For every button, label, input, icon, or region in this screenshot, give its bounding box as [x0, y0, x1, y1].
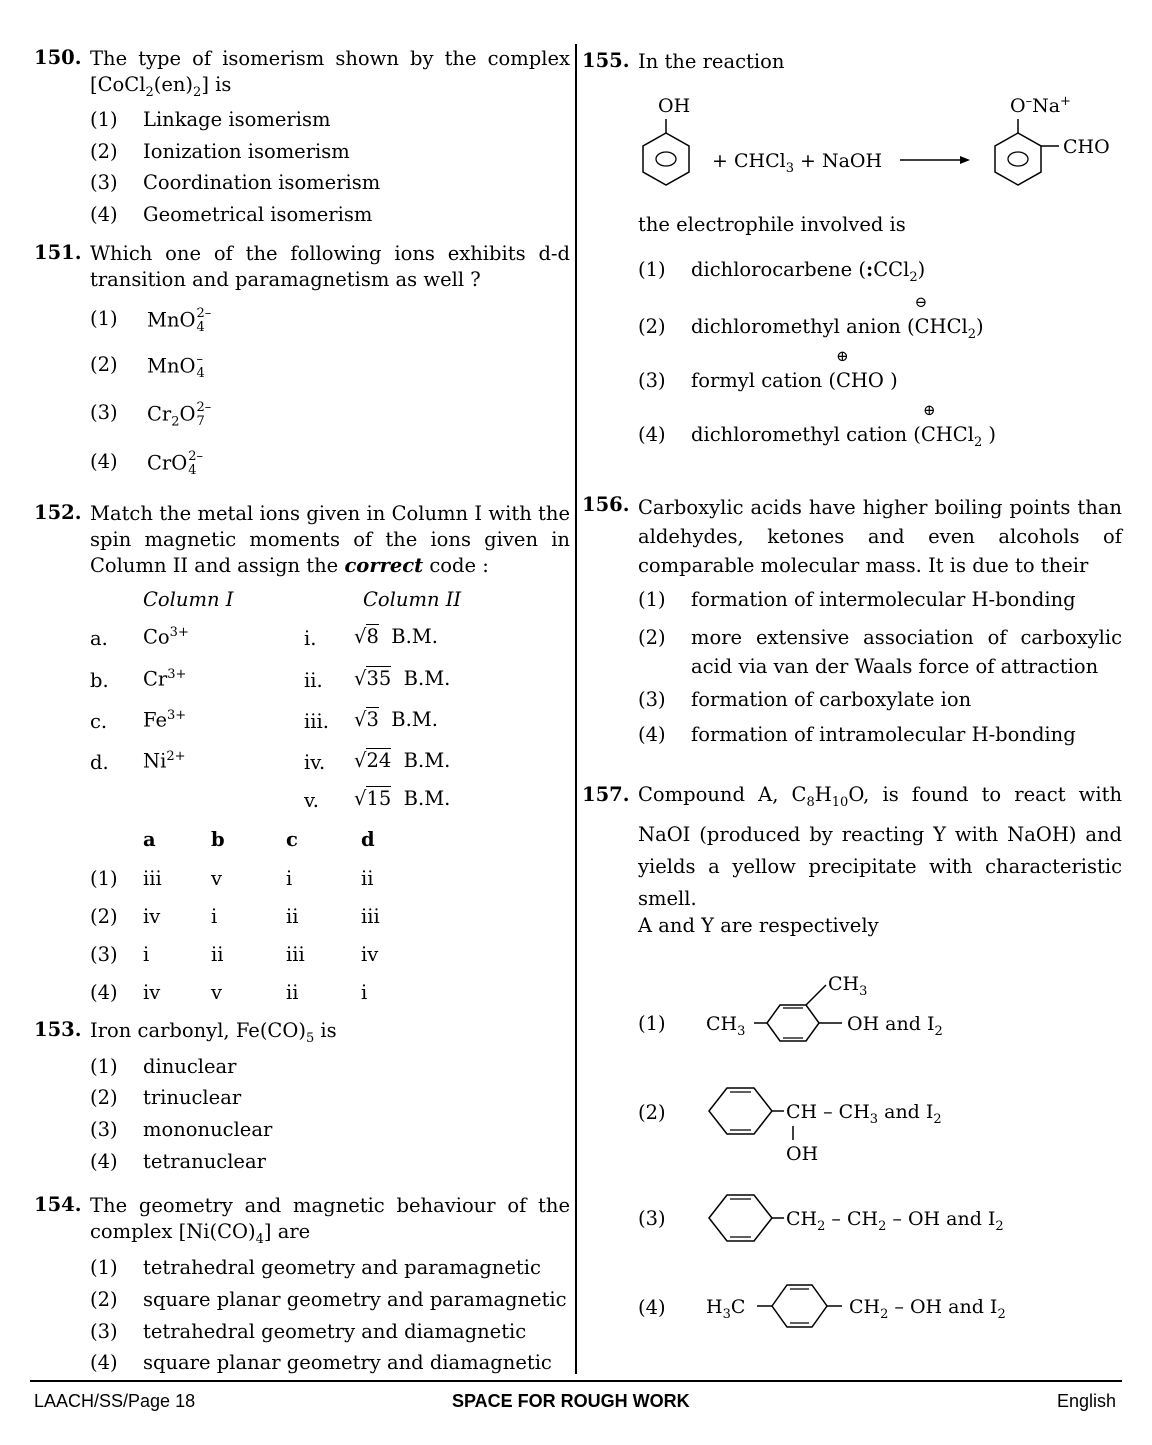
phenol-ring [643, 119, 689, 185]
column-i-header: Column I [143, 588, 234, 611]
question-text: In the reaction [638, 50, 785, 73]
ion-label: c. [90, 710, 108, 733]
moment-label: v. [304, 789, 319, 812]
svg-text:CH2 – CH2 – OH and I2: $CH_2 - CH_2$ – OH and $I_2$ [786, 1208, 1004, 1234]
code-header: b [211, 828, 225, 851]
question-number: 155. [582, 49, 630, 72]
moment: √35 B.M. [354, 667, 451, 690]
footer-divider [30, 1380, 1122, 1382]
column-ii-header: Column II [363, 588, 462, 611]
question-text: The geometry and magnetic behaviour of the complex $[Ni(CO)_4]$ are [90, 1194, 570, 1247]
question-number: 151. [34, 241, 82, 264]
page-code: LAACH/SS/Page 18 [34, 1391, 196, 1411]
question-number: 150. [34, 46, 82, 69]
question-text: Which one of the following ions exhibits d-d transition and paramagnetism as well ? [90, 242, 570, 291]
option-1-structure [692, 968, 1112, 1048]
question-text: Compound A, $C_8H_{10}O$, is found to react with NaOI (produced by reacting Y with NaOH) and yields a yellow precipitate with characteristic smell. [638, 783, 1123, 910]
moment-label: iii. [304, 710, 329, 733]
product-ring [995, 119, 1059, 185]
reaction-arrow [900, 156, 970, 164]
question-number: 157. [582, 783, 630, 806]
ion: $Ni^{2+}$ [143, 749, 186, 773]
question-text: Iron carbonyl, $Fe(CO)_5$ is [90, 1019, 337, 1046]
code-header: c [286, 828, 298, 851]
svg-text:CH – CH3 and I2: CH – $CH_3$ and $I_2$ [786, 1101, 942, 1127]
ion: $Co^{3+}$ [143, 625, 189, 649]
svg-text:CH2 – OH and I2: $CH_2$ – OH and $I_2$ [849, 1296, 1006, 1322]
svg-text:OH: OH [786, 1143, 819, 1165]
ion-label: d. [90, 751, 109, 774]
phenoxide-label: O–Na+ [1010, 94, 1071, 117]
question-number: 152. [34, 501, 82, 524]
ion-label: a. [90, 627, 108, 650]
hydroxyl-label: OH [658, 95, 691, 117]
reaction-scheme [582, 89, 1122, 199]
question-number: 153. [34, 1018, 82, 1041]
moment: √8 B.M. [354, 625, 438, 648]
question-text-2: the electrophile involved is [638, 213, 906, 236]
moment-label: iv. [304, 751, 326, 774]
option-2-structure [692, 1078, 1112, 1173]
aldehyde-label: CHO [1063, 136, 1110, 158]
column-divider [575, 44, 577, 1374]
ion: $Fe^{3+}$ [143, 708, 187, 732]
svg-text:H3C: $H_3C$ [706, 1296, 746, 1322]
question-text-2: A and Y are respectively [638, 914, 879, 937]
option-3-structure [692, 1185, 1112, 1255]
question-number: 154. [34, 1193, 82, 1216]
question-text: Carboxylic acids have higher boiling points than aldehydes, ketones and even alcohols of comparable molecular mass. It is due to their [638, 496, 1122, 577]
question-number: 156. [582, 493, 630, 516]
moment: √3 B.M. [354, 708, 438, 731]
rough-work-label: SPACE FOR ROUGH WORK [452, 1391, 690, 1411]
question-text: The type of isomerism shown by the complex $[CoCl_2(en)_2]$ is [90, 47, 570, 100]
language-label: English [1057, 1391, 1117, 1411]
svg-text:CH3: $CH_3$ [828, 973, 868, 999]
question-text: Match the metal ions given in Column I with the spin magnetic moments of the ions given in Column II and assign the correct code : [90, 502, 570, 577]
code-header: a [143, 828, 156, 851]
svg-text:OH and I2: OH and $I_2$ [847, 1013, 943, 1039]
option-4-structure [692, 1273, 1112, 1343]
moment: √15 B.M. [354, 787, 451, 810]
reagents: + CHCl$_3$ + NaOH [712, 150, 883, 176]
moment-label: ii. [304, 669, 323, 692]
moment: √24 B.M. [354, 749, 451, 772]
code-header: d [361, 828, 375, 851]
ion: $Cr^{3+}$ [143, 667, 187, 691]
svg-text:CH3: $CH_3$ [706, 1013, 746, 1039]
ion-label: b. [90, 669, 109, 692]
moment-label: i. [304, 627, 317, 650]
